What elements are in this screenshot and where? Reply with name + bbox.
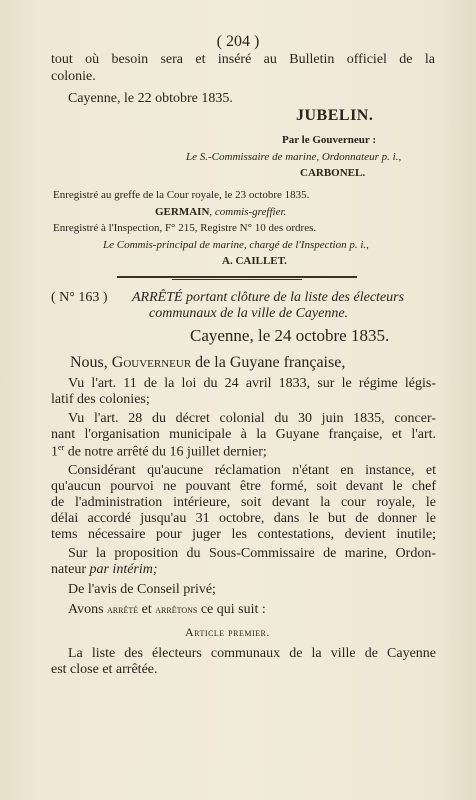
- text-line: délai accordé jusqu'au 31 octobre, dans le but de donner le: [51, 511, 436, 526]
- separator-rule: [117, 276, 357, 278]
- registration-note: Enregistré à l'Inspection, F° 215, Registre N° 10 des ordres.: [53, 222, 317, 234]
- text-fragment: et: [141, 602, 152, 617]
- place-date: Cayenne, le 24 octobre 1835.: [190, 326, 390, 345]
- page-number: ( 204 ): [216, 33, 260, 50]
- nous-text: Nous,: [70, 354, 108, 371]
- colony-text: de la Guyane française,: [195, 354, 346, 371]
- text-line: tems nécessaire pour juger les contestations, devient inutile;: [51, 527, 436, 542]
- text-line: latif des colonies;: [51, 392, 150, 407]
- text-line: est close et arrêtée.: [51, 662, 158, 677]
- text-line: de l'administration intérieure, soit devant la cour royale, le: [51, 495, 436, 510]
- signature-name: CARBONEL.: [300, 167, 366, 179]
- text-line: Vu l'art. 28 du décret colonial du 30 juin 1835, concer-: [68, 411, 436, 426]
- text-line: colonie.: [51, 69, 96, 84]
- text-line: [51, 562, 158, 578]
- text-line: [51, 443, 267, 461]
- place-date: Cayenne, le 22 obtobre 1835.: [68, 91, 233, 106]
- text-line: Considérant qu'aucune réclamation n'étant en instance, et: [68, 463, 436, 478]
- registration-note: Enregistré au greffe de la Cour royale, le 23 octobre 1835.: [53, 189, 310, 201]
- signature-heading: Par le Gouverneur :: [282, 134, 376, 146]
- arrete-title: ARRÊTÉ portant clôture de la liste des électeurs: [132, 290, 405, 305]
- text-line: Vu l'art. 11 de la loi du 24 avril 1833, sur le régime légis-: [68, 376, 436, 391]
- signature-title: Le Commis-principal de marine, chargé de l'Inspection p. i.,: [103, 239, 369, 251]
- greffier-name: GERMAIN: [155, 206, 210, 218]
- preamble-heading: [70, 354, 345, 372]
- text-line: De l'avis de Conseil privé;: [68, 582, 216, 597]
- signature-title: Le S.-Commissaire de marine, Ordonnateur p. i.,: [186, 151, 402, 163]
- italic-fragment: par intérim;: [89, 562, 158, 577]
- arrete-title: communaux de la ville de Cayenne.: [149, 306, 349, 321]
- text-fragment: nateur: [51, 562, 86, 577]
- text-fragment: Avons: [68, 602, 104, 617]
- text-line: nant l'organisation municipale à la Guyane française, et l'art.: [51, 427, 436, 442]
- greffier-line: [155, 206, 286, 218]
- text-fragment: de notre arrêté du 16 juillet dernier;: [64, 444, 267, 460]
- article-heading: Article premier.: [185, 625, 270, 639]
- separator-rule: [172, 279, 302, 280]
- text-fragment: ce qui suit :: [200, 602, 266, 617]
- greffier-role: , commis-greffier.: [209, 206, 287, 218]
- text-line: qu'aucun pourvoi ne pouvant être formé, soit devant le chef: [51, 479, 436, 494]
- text-line: Sur la proposition du Sous-Commissaire de marine, Ordon-: [68, 546, 436, 561]
- ordinal-suffix: er: [58, 443, 65, 452]
- text-line: La liste des électeurs communaux de la ville de Cayenne: [68, 646, 436, 661]
- article-number: 1: [51, 444, 58, 460]
- arrete-number: ( N° 163 ): [51, 290, 108, 305]
- signature-jubelin: JUBELIN.: [296, 107, 374, 124]
- signature-name: A. CAILLET.: [222, 255, 287, 267]
- smallcaps-fragment: arrêtons: [155, 602, 198, 616]
- text-line: tout où besoin sera et inséré au Bulletin officiel de la: [51, 52, 435, 67]
- smallcaps-fragment: arrêté: [107, 602, 139, 616]
- governor-title: Gouverneur: [111, 354, 192, 371]
- decree-formula: [68, 602, 266, 618]
